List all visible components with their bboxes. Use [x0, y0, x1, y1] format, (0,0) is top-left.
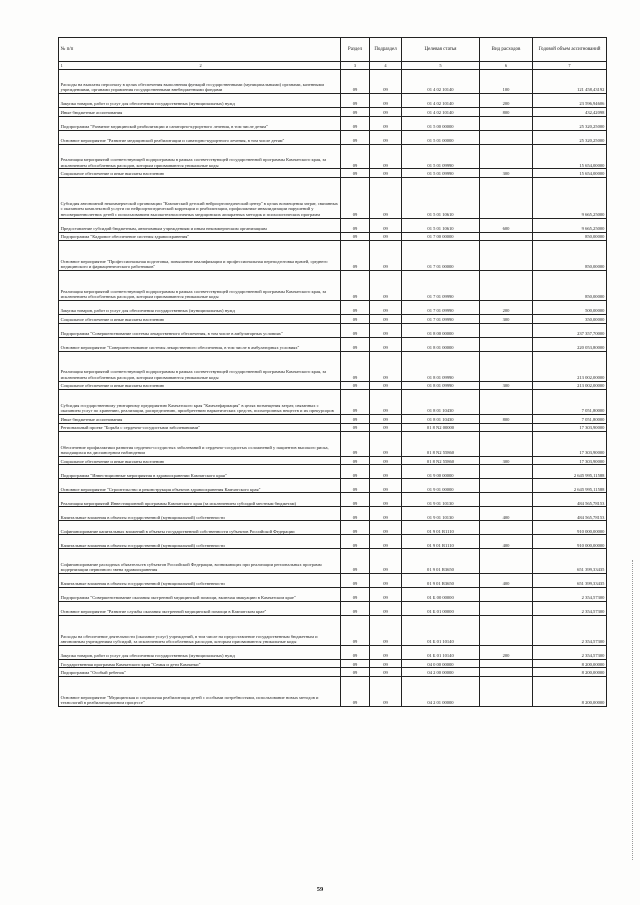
row-expense-type: 400	[480, 573, 533, 587]
row-target-article: 01 8 N2 00000	[402, 423, 480, 432]
header-target-article: Целевая статья	[402, 38, 480, 62]
row-section: 09	[341, 645, 370, 659]
row-amount: 213 002,00000	[533, 381, 607, 390]
row-subsection: 09	[370, 456, 402, 465]
row-name: Софинансирование капитальных вложений в объекты государственной собственности субъектов Российской Федерации	[59, 521, 341, 535]
row-subsection: 09	[370, 130, 402, 144]
row-section: 09	[341, 144, 370, 169]
row-subsection: 09	[370, 178, 402, 218]
column-number-row	[59, 62, 607, 69]
row-section: 09	[341, 178, 370, 218]
column-number-6: 6	[480, 62, 533, 69]
row-name: Субсидия автономной некоммерческой организации "Камчатский детский нейроортопедический центр" в целях возмещения затрат, связанных с оказанием комплексной услуги по нейроортопедической коррекции и реабилитации, профилактике инвалидизации нарушений у несовершеннолетних детей с использованием высокотехнологичных медицинских аппаратных методик и психологических программ	[59, 178, 341, 218]
table-row	[59, 465, 607, 479]
row-name: Расходы на выплаты персоналу в целях обеспечения выполнения функций государственными (муниципальными) органами, казенными учреждениями, органами управления государственными внебюджетными фондами	[59, 69, 341, 94]
row-expense-type	[480, 178, 533, 218]
row-amount: 484 565,78153	[533, 493, 607, 507]
row-expense-type	[480, 390, 533, 415]
row-subsection: 09	[370, 423, 402, 432]
row-expense-type	[480, 130, 533, 144]
row-amount: 121 458,43192	[533, 69, 607, 94]
row-target-article: 04 2 00 00000	[402, 668, 480, 677]
row-name: Реализация мероприятий Инвестиционной программы Камчатского края (за исключением субсидий местным бюджетам)	[59, 493, 341, 507]
row-expense-type	[480, 337, 533, 351]
row-amount: 15 654,00000	[533, 144, 607, 169]
row-section: 09	[341, 116, 370, 130]
row-name: Обеспечение профилактики развития сердечно-сосудистых заболеваний и сердечно-сосудистых осложнений у пациентов высокого риска, находящихся на диспансерном наблюдении	[59, 432, 341, 457]
row-name: Иные бюджетные ассигнования	[59, 108, 341, 117]
column-number-cell	[59, 62, 341, 69]
row-target-article: 01 4 02 10140	[402, 108, 480, 117]
row-subsection: 09	[370, 601, 402, 615]
row-amount: 2 645 995,11588	[533, 479, 607, 493]
row-target-article: 01 9 01 10130	[402, 493, 480, 507]
row-section: 09	[341, 587, 370, 601]
row-amount: 15 654,00000	[533, 169, 607, 178]
row-section: 09	[341, 573, 370, 587]
row-section: 09	[341, 465, 370, 479]
table-row	[59, 507, 607, 521]
row-name: Подпрограмма "Кадровое обеспечение системы здравоохранения"	[59, 232, 341, 241]
row-section: 09	[341, 456, 370, 465]
row-name: Социальное обеспечение и иные выплаты населению	[59, 315, 341, 324]
row-name: Реализация мероприятий соответствующей подпрограммы в рамках соответствующей государственной программы Камчатского края, за исключением обособленных расходов, которым присваиваются уникальные коды	[59, 351, 341, 381]
row-name: Социальное обеспечение и иные выплаты населению	[59, 456, 341, 465]
row-name: Капитальные вложения в объекты государственной (муниципальной) собственности	[59, 507, 341, 521]
row-name: Подпрограмма "Совершенствование системы лекарственного обеспечения, в том числе в амбулаторных условиях"	[59, 323, 341, 337]
row-amount: 9 665,25000	[533, 218, 607, 232]
row-target-article: 04 0 00 00000	[402, 659, 480, 668]
row-subsection: 09	[370, 241, 402, 271]
row-subsection: 09	[370, 232, 402, 241]
row-expense-type	[480, 144, 533, 169]
row-section: 09	[341, 271, 370, 301]
row-amount: 500,00000	[533, 301, 607, 315]
row-section: 09	[341, 432, 370, 457]
row-target-article: 01 9 00 00000	[402, 465, 480, 479]
row-section: 09	[341, 659, 370, 668]
row-name: Подпрограмма "Развитие медицинской реабилитации и санаторно-курортного лечения, в том числе детям"	[59, 116, 341, 130]
row-expense-type	[480, 232, 533, 241]
row-amount: 17 303,90000	[533, 423, 607, 432]
row-section: 09	[341, 232, 370, 241]
row-amount: 25 320,25000	[533, 116, 607, 130]
row-amount: 237 357,70000	[533, 323, 607, 337]
row-name: Реализация мероприятий соответствующей подпрограммы в рамках соответствующей государственной программы Камчатского края, за исключением обособленных расходов, которым присваиваются уникальные коды	[59, 144, 341, 169]
row-name: Капитальные вложения в объекты государственной (муниципальной) собственности	[59, 573, 341, 587]
row-name: Субсидия государственному унитарному предприятию Камчатского края "Камчатфармация" в целях возмещения затрат, связанных с оказанием услуг по хранению, реализации, распределению, приобретению наркотических средств, психотропных веществ и их прекурсоров	[59, 390, 341, 415]
row-name: Подпрограмма "Совершенствование оказания экстренной медицинской помощи, включая эвакуацию в Камчатском крае"	[59, 587, 341, 601]
row-section: 09	[341, 351, 370, 381]
row-target-article: 01 Б 00 00000	[402, 587, 480, 601]
table-row	[59, 645, 607, 659]
row-target-article: 01 5 01 09990	[402, 169, 480, 178]
row-section: 09	[341, 69, 370, 94]
row-subsection: 09	[370, 549, 402, 574]
row-target-article: 01 4 02 10140	[402, 69, 480, 94]
row-section: 09	[341, 94, 370, 108]
row-subsection: 09	[370, 521, 402, 535]
row-amount: 850,00000	[533, 241, 607, 271]
row-subsection: 09	[370, 271, 402, 301]
row-target-article: 01 5 00 00000	[402, 116, 480, 130]
row-amount: 8 200,00000	[533, 659, 607, 668]
table-row	[59, 479, 607, 493]
row-amount: 2 354,57300	[533, 615, 607, 645]
table-row	[59, 130, 607, 144]
row-amount: 850,00000	[533, 271, 607, 301]
row-subsection: 09	[370, 144, 402, 169]
table-row	[59, 659, 607, 668]
table-row	[59, 241, 607, 271]
row-amount: 910 000,00000	[533, 521, 607, 535]
row-section: 09	[341, 668, 370, 677]
header-amount: Годовой объем ассигнований	[533, 38, 607, 62]
table-row	[59, 108, 607, 117]
row-name: Закупка товаров, работ и услуг для обеспечения государственных (муниципальных) нужд	[59, 94, 341, 108]
table-row	[59, 432, 607, 457]
row-target-article: 01 8 01 00000	[402, 337, 480, 351]
row-subsection: 09	[370, 108, 402, 117]
row-expense-type: 800	[480, 414, 533, 423]
row-target-article: 04 2 01 00000	[402, 677, 480, 707]
row-section: 09	[341, 479, 370, 493]
row-section: 09	[341, 218, 370, 232]
row-expense-type: 300	[480, 169, 533, 178]
row-subsection: 09	[370, 414, 402, 423]
row-subsection: 09	[370, 668, 402, 677]
table-row	[59, 601, 607, 615]
row-target-article: 01 7 01 00000	[402, 241, 480, 271]
row-expense-type	[480, 432, 533, 457]
row-expense-type	[480, 677, 533, 707]
row-name: Основное мероприятие "Развитие медицинской реабилитации и санаторно-курортного лечения, в том числе детям"	[59, 130, 341, 144]
row-subsection: 09	[370, 301, 402, 315]
row-amount: 220 053,80000	[533, 337, 607, 351]
row-expense-type	[480, 351, 533, 381]
row-expense-type	[480, 116, 533, 130]
row-amount: 850,00000	[533, 232, 607, 241]
row-expense-type	[480, 479, 533, 493]
column-number-4: 4	[370, 62, 402, 69]
table-row	[59, 169, 607, 178]
row-expense-type: 200	[480, 301, 533, 315]
row-target-article: 01 8 01 10430	[402, 390, 480, 415]
row-section: 09	[341, 337, 370, 351]
row-name: Расходы на обеспечение деятельности (оказание услуг) учреждений, в том числе на предоставление государственным бюджетным и автономным учреждениям субсидий, за исключением обособленных расходов, которым присваиваются уникальные коды	[59, 615, 341, 645]
row-subsection: 09	[370, 337, 402, 351]
table-row	[59, 677, 607, 707]
row-section: 09	[341, 521, 370, 535]
row-amount: 2 645 995,11588	[533, 465, 607, 479]
row-amount: 651 399,33435	[533, 573, 607, 587]
row-section: 09	[341, 130, 370, 144]
table-row	[59, 549, 607, 574]
row-target-article: 01 Б 01 10140	[402, 615, 480, 645]
row-section: 09	[341, 549, 370, 574]
row-subsection: 09	[370, 351, 402, 381]
row-subsection: 09	[370, 587, 402, 601]
table-row	[59, 573, 607, 587]
header-subsection: Подраздел	[370, 38, 402, 62]
table-row	[59, 271, 607, 301]
row-expense-type	[480, 465, 533, 479]
row-subsection: 09	[370, 507, 402, 521]
row-expense-type	[480, 668, 533, 677]
row-target-article: 01 5 01 10610	[402, 178, 480, 218]
row-section: 09	[341, 108, 370, 117]
row-amount: 17 303,90000	[533, 432, 607, 457]
row-amount: 23 596,94606	[533, 94, 607, 108]
row-expense-type	[480, 521, 533, 535]
row-section: 09	[341, 414, 370, 423]
row-target-article: 01 8 N2 55860	[402, 432, 480, 457]
row-section: 09	[341, 241, 370, 271]
row-section: 09	[341, 390, 370, 415]
table-row	[59, 232, 607, 241]
table-row	[59, 423, 607, 432]
row-expense-type	[480, 549, 533, 574]
row-subsection: 09	[370, 645, 402, 659]
table-row	[59, 315, 607, 324]
row-subsection: 09	[370, 381, 402, 390]
row-expense-type: 200	[480, 645, 533, 659]
row-name: Закупка товаров, работ и услуг для обеспечения государственных (муниципальных) нужд	[59, 645, 341, 659]
table-row	[59, 69, 607, 94]
row-subsection: 09	[370, 479, 402, 493]
row-section: 09	[341, 381, 370, 390]
row-subsection: 09	[370, 493, 402, 507]
row-name: Основное мероприятие "Совершенствование системы лекарственного обеспечения, в том числе в амбулаторных условиях"	[59, 337, 341, 351]
column-number-7: 7	[533, 62, 607, 69]
row-amount: 25 320,25000	[533, 130, 607, 144]
row-expense-type	[480, 659, 533, 668]
row-name: Основное мероприятие "Строительство и реконструкция объектов здравоохранения Камчатского края"	[59, 479, 341, 493]
row-amount: 2 354,57300	[533, 645, 607, 659]
row-expense-type	[480, 323, 533, 337]
row-section: 09	[341, 507, 370, 521]
row-name: Софинансирование расходных обязательств субъектов Российской Федерации, возникающих при реализации региональных программ модернизации первичного звена здравоохранения	[59, 549, 341, 574]
table-row	[59, 94, 607, 108]
row-section: 09	[341, 615, 370, 645]
row-amount: 651 399,33435	[533, 549, 607, 574]
row-amount: 432,42098	[533, 108, 607, 117]
row-name: Капитальные вложения в объекты государственной (муниципальной) собственности	[59, 535, 341, 549]
row-target-article: 01 9 01 10130	[402, 507, 480, 521]
row-subsection: 09	[370, 535, 402, 549]
row-expense-type: 400	[480, 535, 533, 549]
row-target-article: 01 8 01 09990	[402, 351, 480, 381]
row-subsection: 09	[370, 465, 402, 479]
row-name: Закупка товаров, работ и услуг для обеспечения государственных (муниципальных) нужд	[59, 301, 341, 315]
row-target-article: 01 9 01 R3650	[402, 573, 480, 587]
row-target-article: 01 7 01 09990	[402, 271, 480, 301]
row-amount: 7 051,80000	[533, 390, 607, 415]
row-subsection: 09	[370, 218, 402, 232]
row-amount: 7 051,80000	[533, 414, 607, 423]
row-target-article: 01 4 02 10140	[402, 94, 480, 108]
table-body	[59, 69, 607, 706]
row-expense-type: 300	[480, 315, 533, 324]
row-section: 09	[341, 323, 370, 337]
table-row	[59, 668, 607, 677]
row-subsection: 09	[370, 315, 402, 324]
header-num: № п/п	[59, 38, 341, 62]
row-subsection: 09	[370, 432, 402, 457]
row-amount: 9 665,25000	[533, 178, 607, 218]
column-number-3: 3	[341, 62, 370, 69]
table-row	[59, 493, 607, 507]
row-subsection: 09	[370, 677, 402, 707]
row-amount: 8 200,00000	[533, 668, 607, 677]
row-target-article: 01 5 01 00000	[402, 130, 480, 144]
row-section: 09	[341, 535, 370, 549]
table-row	[59, 615, 607, 645]
row-expense-type: 400	[480, 507, 533, 521]
row-subsection: 09	[370, 94, 402, 108]
table-row	[59, 521, 607, 535]
row-target-article: 01 8 01 10430	[402, 414, 480, 423]
row-section: 09	[341, 301, 370, 315]
row-name: Подпрограмма "Инвестиционные мероприятия в здравоохранении Камчатского края"	[59, 465, 341, 479]
header-expense-type: Вид расходов	[480, 38, 533, 62]
row-expense-type: 300	[480, 381, 533, 390]
table-row	[59, 535, 607, 549]
row-name: Региональный проект "Борьба с сердечно-сосудистыми заболеваниями"	[59, 423, 341, 432]
row-amount: 17 303,90000	[533, 456, 607, 465]
row-expense-type	[480, 493, 533, 507]
table-header-row	[59, 38, 607, 62]
row-target-article: 01 9 01 00000	[402, 479, 480, 493]
row-target-article: 01 9 01 R1110	[402, 521, 480, 535]
row-name: Социальное обеспечение и иные выплаты населению	[59, 169, 341, 178]
row-expense-type	[480, 271, 533, 301]
table-row	[59, 351, 607, 381]
row-subsection: 09	[370, 659, 402, 668]
column-number-1: 1	[60, 62, 63, 68]
row-target-article: 01 8 00 00000	[402, 323, 480, 337]
margin-scan-mark	[632, 560, 633, 860]
row-name: Подпрограмма "Особый ребенок"	[59, 668, 341, 677]
row-expense-type: 800	[480, 108, 533, 117]
row-target-article: 01 7 00 00000	[402, 232, 480, 241]
row-name: Основное мероприятие "Медицинская и социальная реабилитация детей с особыми потребностями, использование новых методов и технологий в реабилитационном процессе"	[59, 677, 341, 707]
row-section: 09	[341, 423, 370, 432]
row-name: Предоставление субсидий бюджетным, автономным учреждениям и иным некоммерческим организациям	[59, 218, 341, 232]
row-amount: 2 354,57300	[533, 587, 607, 601]
column-number-2: 2	[199, 62, 202, 68]
row-expense-type	[480, 241, 533, 271]
row-name: Социальное обеспечение и иные выплаты населению	[59, 381, 341, 390]
table-row	[59, 381, 607, 390]
row-target-article: 01 9 01 R3650	[402, 549, 480, 574]
row-amount: 2 354,57300	[533, 601, 607, 615]
table-row	[59, 218, 607, 232]
row-name: Государственная программа Камчатского края "Семья и дети Камчатки"	[59, 659, 341, 668]
row-section: 09	[341, 677, 370, 707]
header-section: Раздел	[341, 38, 370, 62]
row-subsection: 09	[370, 573, 402, 587]
row-target-article: 01 5 01 09990	[402, 144, 480, 169]
row-target-article: 01 7 01 09990	[402, 301, 480, 315]
row-target-article: 01 7 01 09990	[402, 315, 480, 324]
row-name: Иные бюджетные ассигнования	[59, 414, 341, 423]
row-subsection: 09	[370, 69, 402, 94]
table-row	[59, 414, 607, 423]
row-amount: 910 000,00000	[533, 535, 607, 549]
table-row	[59, 116, 607, 130]
row-amount: 8 200,00000	[533, 677, 607, 707]
row-expense-type	[480, 423, 533, 432]
row-expense-type: 100	[480, 69, 533, 94]
row-expense-type	[480, 615, 533, 645]
row-name: Реализация мероприятий соответствующей подпрограммы в рамках соответствующей государственной программы Камчатского края, за исключением обособленных расходов, которым присваиваются уникальные коды	[59, 271, 341, 301]
row-amount: 484 565,78153	[533, 507, 607, 521]
table-row	[59, 323, 607, 337]
table-row	[59, 390, 607, 415]
row-target-article: 01 8 01 09990	[402, 381, 480, 390]
table-row	[59, 144, 607, 169]
row-subsection: 09	[370, 323, 402, 337]
row-subsection: 09	[370, 615, 402, 645]
row-name: Основное мероприятие "Развитие службы оказания экстренной медицинской помощи в Камчатском крае"	[59, 601, 341, 615]
row-section: 09	[341, 601, 370, 615]
table-row	[59, 456, 607, 465]
row-target-article: 01 Б 01 10140	[402, 645, 480, 659]
row-subsection: 09	[370, 169, 402, 178]
row-expense-type	[480, 587, 533, 601]
row-section: 09	[341, 493, 370, 507]
column-number-5: 5	[402, 62, 480, 69]
table-row	[59, 587, 607, 601]
row-amount: 350,00000	[533, 315, 607, 324]
row-name: Основное мероприятие "Профессиональная подготовка, повышение квалификации и профессиональная переподготовка врачей, среднего медицинского и фармацевтического работников"	[59, 241, 341, 271]
row-target-article: 01 8 N2 55860	[402, 456, 480, 465]
row-expense-type	[480, 601, 533, 615]
row-amount: 213 002,00000	[533, 351, 607, 381]
row-expense-type: 200	[480, 94, 533, 108]
row-expense-type: 600	[480, 218, 533, 232]
row-expense-type: 300	[480, 456, 533, 465]
row-target-article: 01 5 01 10610	[402, 218, 480, 232]
row-subsection: 09	[370, 390, 402, 415]
table-row	[59, 178, 607, 218]
row-section: 09	[341, 169, 370, 178]
budget-allocation-table	[58, 37, 607, 707]
row-section: 09	[341, 315, 370, 324]
page-number: 59	[316, 886, 324, 893]
table-row	[59, 337, 607, 351]
table-row	[59, 301, 607, 315]
row-target-article: 01 9 01 R1110	[402, 535, 480, 549]
row-subsection: 09	[370, 116, 402, 130]
row-target-article: 01 Б 01 00000	[402, 601, 480, 615]
